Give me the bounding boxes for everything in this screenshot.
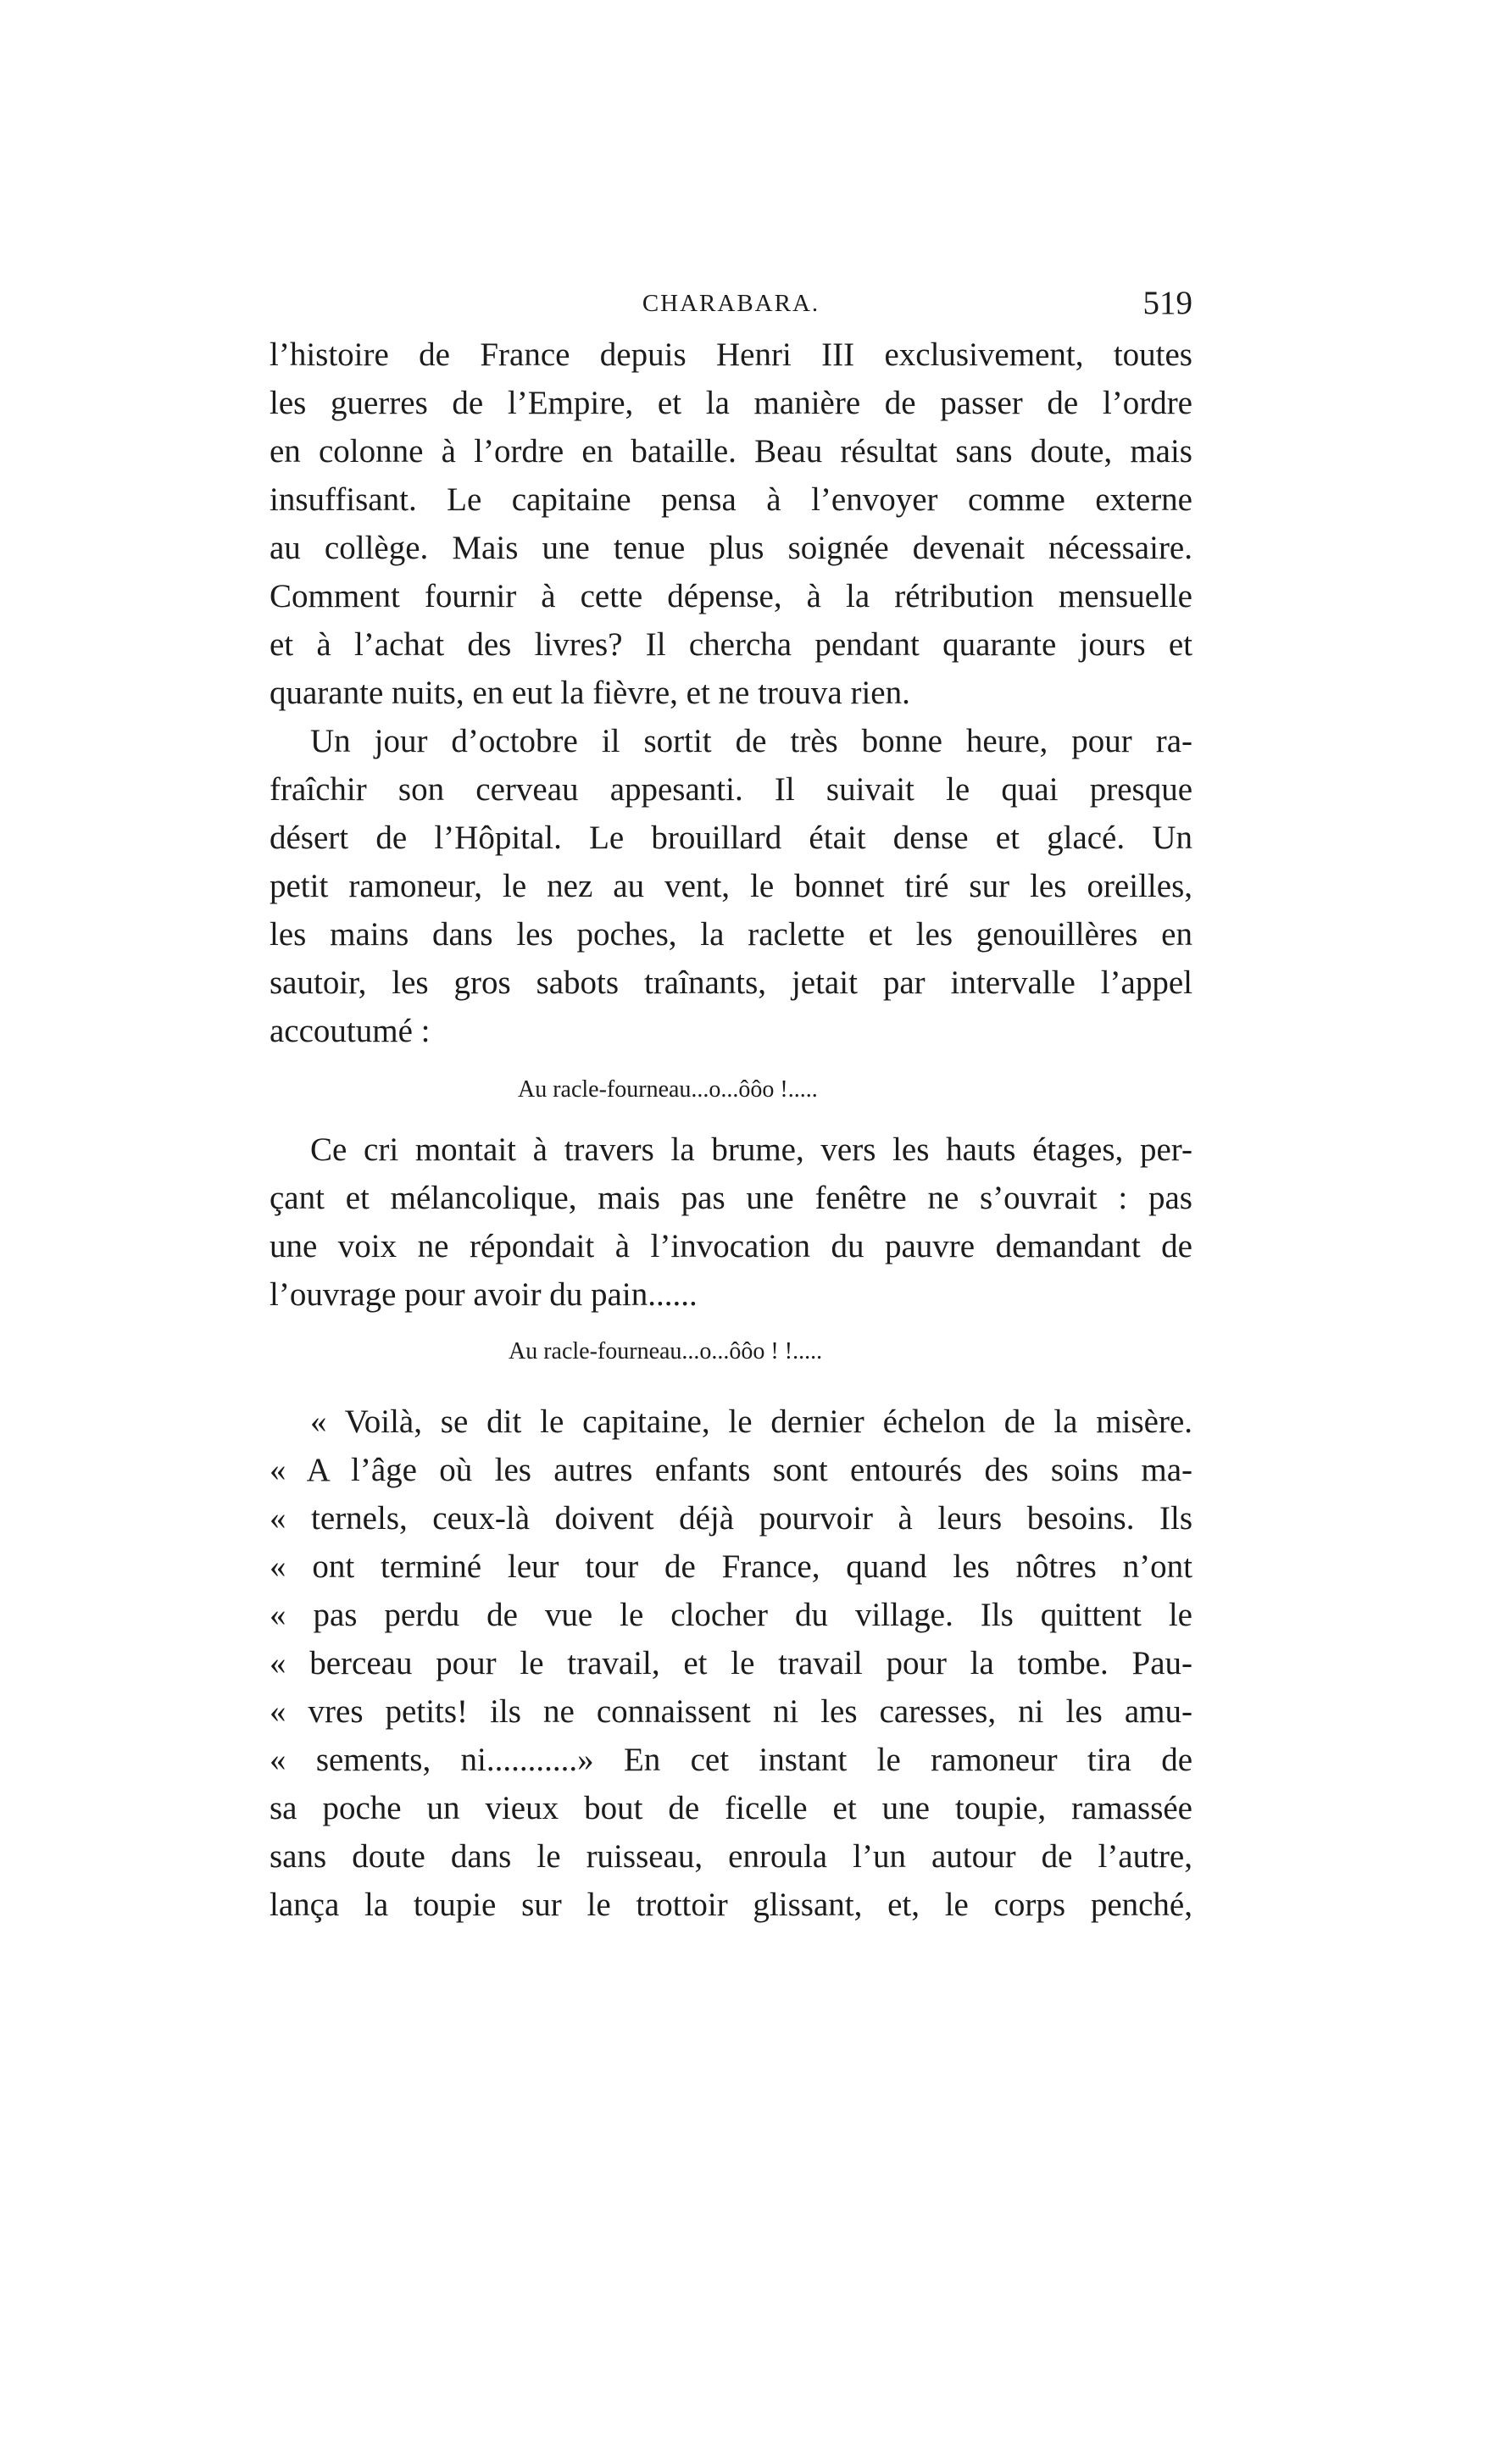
text-line: « sements, ni...........» En cet instant le ramoneur tira de [270,1742,1192,1778]
text-line: sautoir, les gros sabots traînants, jetait par intervalle l’appel [270,964,1192,1001]
page-number: 519 [1142,285,1192,321]
running-title: CHARABARA. [642,290,820,317]
text-line: insuffisant. Le capitaine pensa à l’envoyer comme externe [270,481,1192,518]
text-line: « A l’âge où les autres enfants sont entourés des soins ma- [270,1452,1192,1488]
text-line: lança la toupie sur le trottoir glissant, et, le corps penché, [270,1887,1192,1923]
text-line: désert de l’Hôpital. Le brouillard était dense et glacé. Un [270,820,1192,856]
text-line: les guerres de l’Empire, et la manière de passer de l’ordre [270,385,1192,421]
text-line: sans doute dans le ruisseau, enroula l’un autour de l’autre, [270,1838,1192,1875]
text-line: « ont terminé leur tour de France, quand les nôtres n’ont [270,1548,1192,1585]
text-line: çant et mélancolique, mais pas une fenêtre ne s’ouvrait : pas [270,1180,1192,1216]
text-line: au collège. Mais une tenue plus soignée devenait nécessaire. [270,530,1192,566]
text-line: « ternels, ceux-là doivent déjà pourvoir à leurs besoins. Ils [270,1500,1192,1537]
street-cry-line: Au racle-fourneau...o...ôôo !..... [518,1076,818,1103]
text-line: Ce cri montait à travers la brume, vers les hauts étages, per- [310,1131,1192,1168]
text-line: « pas perdu de vue le clocher du village. Ils quittent le [270,1597,1192,1633]
text-line: petit ramoneur, le nez au vent, le bonnet tiré sur les oreilles, [270,868,1192,904]
body-text [270,331,1192,1929]
page-header [270,278,1192,329]
text-line: « berceau pour le travail, et le travail pour la tombe. Pau- [270,1645,1192,1681]
text-line: accoutumé : [270,1013,431,1049]
text-line: et à l’achat des livres? Il chercha pendant quarante jours et [270,626,1192,663]
text-line: en colonne à l’ordre en bataille. Beau résultat sans doute, mais [270,433,1192,470]
text-line: quarante nuits, en eut la fièvre, et ne trouva rien. [270,675,910,711]
text-line: une voix ne répondait à l’invocation du pauvre demandant de [270,1228,1192,1264]
street-cry-line: Au racle-fourneau...o...ôôo ! !..... [509,1338,823,1364]
text-line: « Voilà, se dit le capitaine, le dernier échelon de la misère. [310,1403,1192,1440]
text-line: Comment fournir à cette dépense, à la rétribution mensuelle [270,578,1192,614]
text-line: « vres petits! ils ne connaissent ni les caresses, ni les amu- [270,1693,1192,1730]
text-line: les mains dans les poches, la raclette et les genouillères en [270,916,1192,953]
text-line: Un jour d’octobre il sortit de très bonne heure, pour ra- [310,723,1192,759]
text-line: l’histoire de France depuis Henri III exclusivement, toutes [270,336,1192,373]
text-line: l’ouvrage pour avoir du pain...... [270,1276,698,1313]
text-line: fraîchir son cerveau appesanti. Il suivait le quai presque [270,771,1192,808]
text-line: sa poche un vieux bout de ficelle et une toupie, ramassée [270,1790,1192,1826]
